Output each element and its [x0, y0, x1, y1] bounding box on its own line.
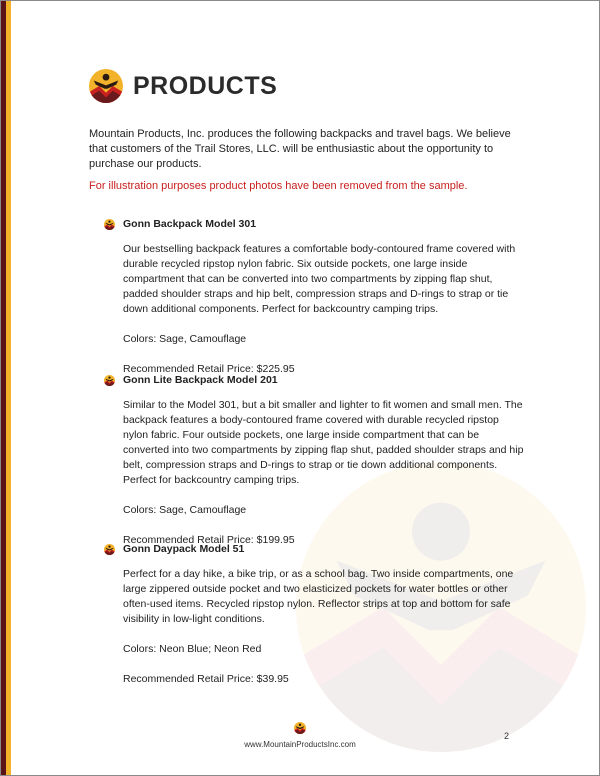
intro-paragraph: Mountain Products, Inc. produces the following backpacks and travel bags. We believe that customers of the Trail Stores, LLC. will be enthusiastic about the opportunity to purchase our products.: [89, 128, 511, 170]
product-item: [104, 217, 524, 377]
bullet-logo-icon: [104, 219, 115, 230]
page-title: PRODUCTS: [133, 71, 278, 100]
product-colors: Colors: Neon Blue; Neon Red: [123, 643, 262, 655]
product-name: Gonn Backpack Model 301: [123, 218, 257, 230]
page-number: 2: [504, 731, 510, 741]
header: [89, 68, 277, 104]
footer-url: www.MountainProductsInc.com: [244, 740, 356, 749]
product-name: Gonn Lite Backpack Model 201: [123, 374, 278, 386]
illustration-note: For illustration purposes product photos have been removed from the sample.: [89, 180, 468, 192]
product-description: Similar to the Model 301, but a bit smaller and lighter to fit women and small men. The backpack features a body-contoured frame covered with durable recycled ripstop nylon fabric. Four outside pockets, one large inside compartment that can be converted into two compartments by zipping flap shut, padded shoulder straps and hip belt, compression straps and D-rings to strap or tie down additional components. Perfect for backcountry camping trips.: [123, 399, 524, 486]
bullet-logo-icon: [104, 375, 115, 386]
product-description: Perfect for a day hike, a bike trip, or as a school bag. Two inside compartments, one large zippered outside pocket and two elasticized pockets for water bottles or other often-used items. Recycled ripstop nylon. Reflector strips at top and bottom for safe visibility in low-light conditions.: [123, 568, 514, 625]
product-colors: Colors: Sage, Camouflage: [123, 333, 247, 345]
product-price: Recommended Retail Price: $39.95: [123, 673, 289, 685]
product-colors: Colors: Sage, Camouflage: [123, 504, 247, 516]
product-item: [104, 542, 524, 687]
product-price: Recommended Retail Price: $199.95: [123, 534, 295, 546]
product-description: Our bestselling backpack features a comfortable body-contoured frame covered with durable recycled ripstop nylon fabric. Six outside pockets, one large inside compartment that can be converted into two compartments by zipping flap shut, padded shoulder straps and hip belt, compression straps and D-rings to strap or tie down additional components. Perfect for backcountry camping trips.: [123, 243, 516, 315]
footer-logo-icon: [294, 722, 306, 734]
bullet-logo-icon: [104, 544, 115, 555]
product-name: Gonn Daypack Model 51: [123, 543, 245, 555]
product-item: [104, 373, 524, 548]
company-logo-icon: [89, 69, 123, 103]
product-price: Recommended Retail Price: $225.95: [123, 363, 295, 375]
